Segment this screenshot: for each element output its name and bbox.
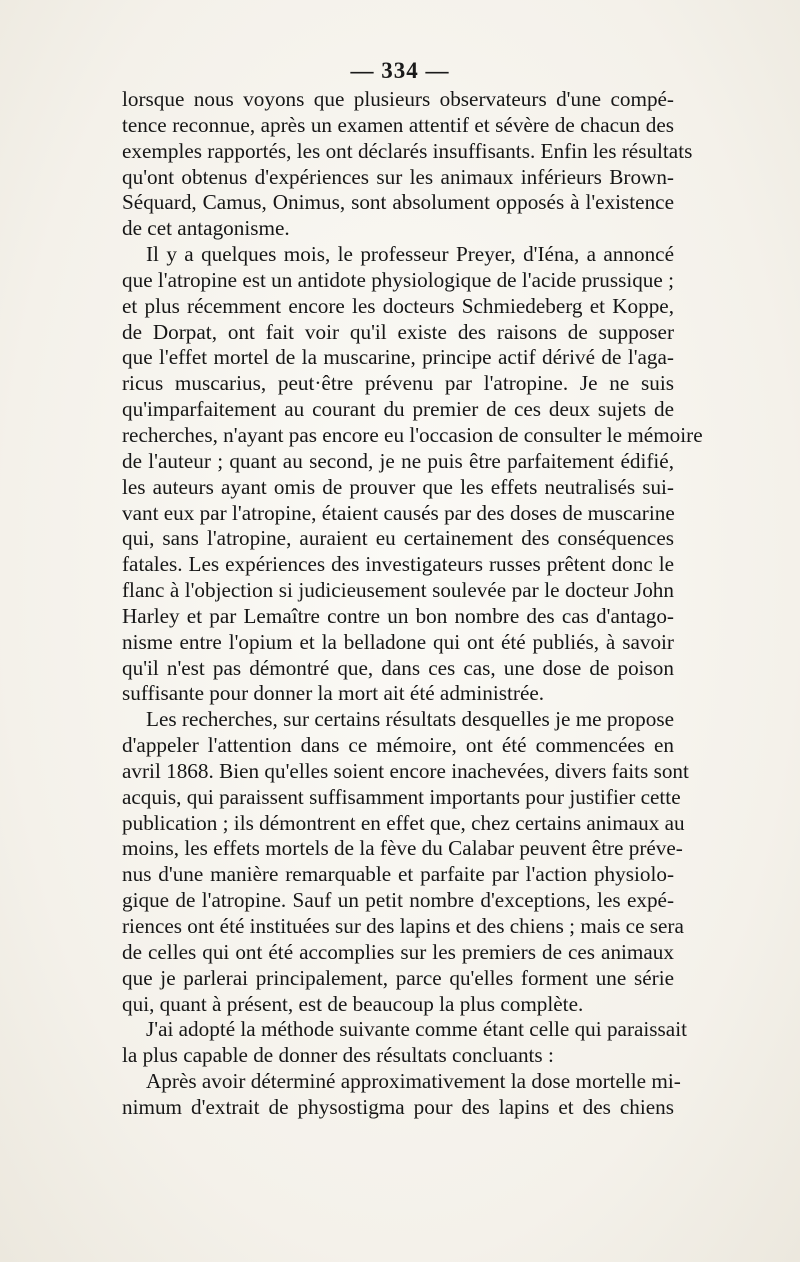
paragraph-1 (122, 87, 693, 242)
paragraph-3 (122, 707, 689, 1017)
text-line: que l'effet mortel de la muscarine, principe actif dérivé de l'aga- (122, 345, 674, 370)
text-line: riences ont été instituées sur des lapins et des chiens ; mais ce sera (122, 914, 684, 938)
text-line: qu'il n'est pas démontré que, dans ces cas, une dose de poison (122, 655, 674, 680)
text-line: moins, les effets mortels de la fève du Calabar peuvent être préve- (122, 836, 683, 861)
text-line: de celles qui ont été accomplies sur les premiers de ces animaux (122, 939, 674, 964)
text-line: les auteurs ayant omis de prouver que les effets neutralisés sui- (122, 474, 674, 499)
text-line: Séquard, Camus, Onimus, sont absolument opposés à l'existence (122, 190, 674, 215)
text-line: nus d'une manière remarquable et parfaite par l'action physiolo- (122, 862, 674, 887)
page-number: — 334 — (350, 58, 450, 83)
paragraph-5 (122, 1069, 681, 1121)
text-line: qu'ont obtenus d'expériences sur les animaux inférieurs Brown- (122, 164, 674, 189)
paragraph-2 (122, 242, 703, 707)
text-line: recherches, n'ayant pas encore eu l'occasion de consulter le mémoire (122, 422, 703, 447)
text-line: que je parlerai principalement, parce qu'elles forment une série (122, 965, 674, 990)
text-line: lorsque nous voyons que plusieurs observateurs d'une compé- (122, 87, 674, 111)
text-line: ricus muscarius, peut·être prévenu par l'atropine. Je ne suis (122, 371, 674, 396)
text-line: gique de l'atropine. Sauf un petit nombre d'exceptions, les expé- (122, 888, 674, 913)
text-line: publication ; ils démontrent en effet que, chez certains animaux au (122, 810, 685, 835)
text-line: tence reconnue, après un examen attentif et sévère de chacun des (122, 112, 674, 137)
paragraph-4 (122, 1017, 687, 1069)
text-line: exemples rapportés, les ont déclarés insuffisants. Enfin les résultats (122, 138, 693, 163)
text-line: de l'auteur ; quant au second, je ne puis être parfaitement édifié, (122, 448, 674, 473)
text-line: J'ai adopté la méthode suivante comme étant celle qui paraissait (146, 1017, 687, 1042)
text-line: qui, sans l'atropine, auraient eu certainement des conséquences (122, 526, 674, 551)
text-line: qui, quant à présent, est de beaucoup la plus complète. (122, 991, 584, 1016)
text-line: nisme entre l'opium et la belladone qui ont été publiés, à savoir (122, 629, 674, 654)
text-line: suffisante pour donner la mort ait été administrée. (122, 681, 545, 706)
text-line: d'appeler l'attention dans ce mémoire, ont été commencées en (122, 733, 674, 758)
text-line: nimum d'extrait de physostigma pour des lapins et des chiens (122, 1094, 674, 1119)
text-line: vant eux par l'atropine, étaient causés par des doses de muscarine (122, 500, 675, 525)
text-line: de Dorpat, ont fait voir qu'il existe des raisons de supposer (122, 319, 674, 344)
body-text (122, 87, 703, 1121)
text-line: flanc à l'objection si judicieusement soulevée par le docteur John (122, 578, 674, 603)
text-line: Harley et par Lemaître contre un bon nombre des cas d'antago- (122, 603, 674, 628)
text-line: Il y a quelques mois, le professeur Preyer, d'Iéna, a annoncé (146, 242, 674, 267)
text-line: et plus récemment encore les docteurs Schmiedeberg et Koppe, (122, 293, 674, 318)
text-line: fatales. Les expériences des investigateurs russes prêtent donc le (122, 552, 674, 577)
text-line: acquis, qui paraissent suffisamment importants pour justifier cette (122, 784, 681, 809)
text-line: avril 1868. Bien qu'elles soient encore inachevées, divers faits sont (122, 758, 689, 783)
text-line: Après avoir déterminé approximativement la dose mortelle mi- (146, 1069, 681, 1094)
text-line: Les recherches, sur certains résultats desquelles je me propose (146, 707, 674, 732)
text-line: que l'atropine est un antidote physiologique de l'acide prussique ; (122, 267, 674, 292)
text-line: la plus capable de donner des résultats concluants : (122, 1043, 554, 1068)
text-line: qu'imparfaitement au courant du premier de ces deux sujets de (122, 397, 674, 422)
text-line: de cet antagonisme. (122, 216, 290, 241)
